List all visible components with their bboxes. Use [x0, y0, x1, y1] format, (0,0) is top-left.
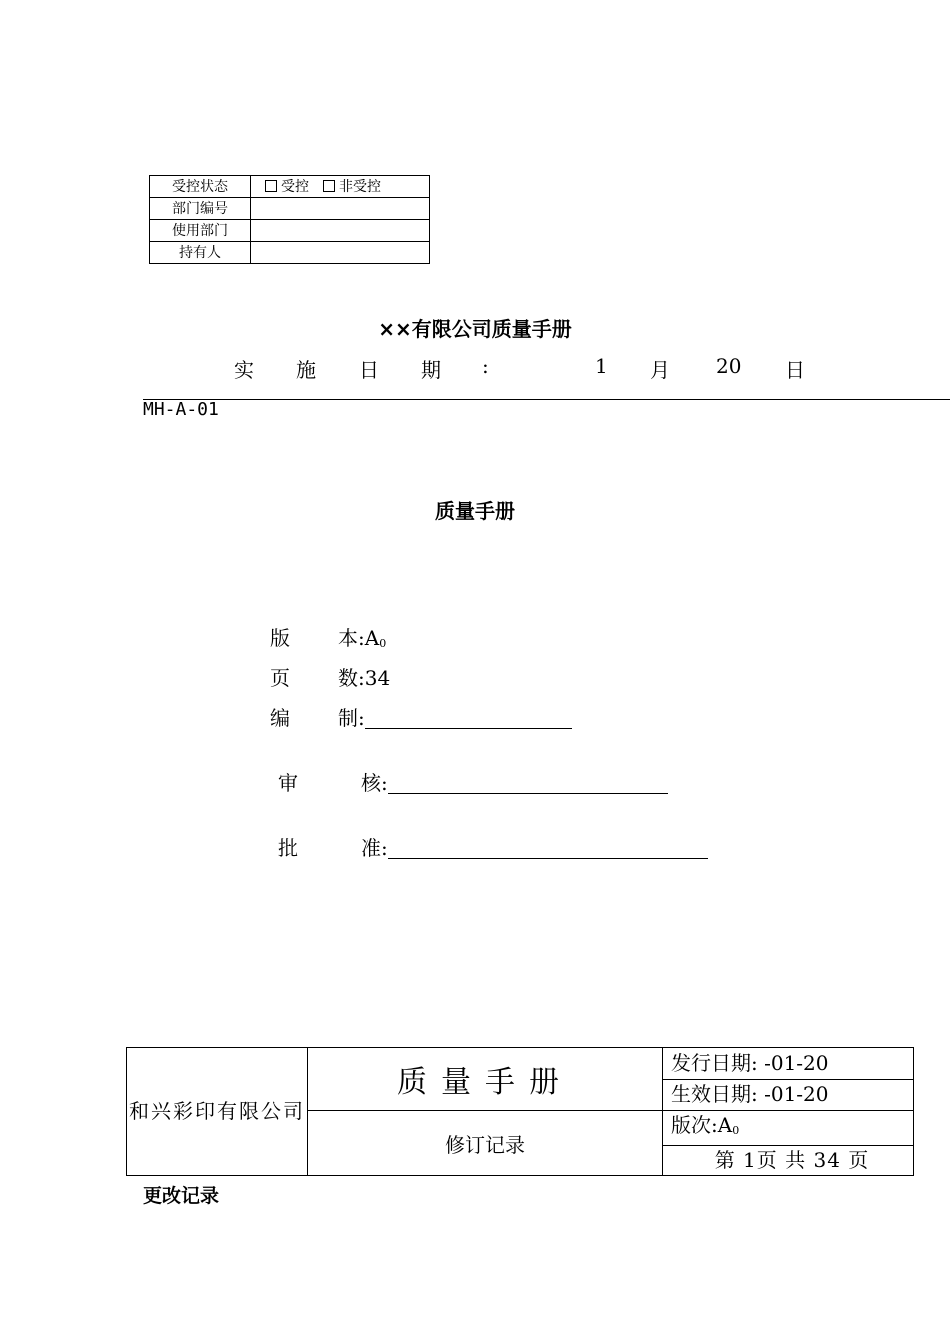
field-label: 数:: [338, 666, 365, 690]
date-char: 1: [595, 354, 608, 378]
date-char: :: [482, 354, 489, 378]
date-char: 月: [650, 358, 670, 382]
option-uncontrolled-label: 非受控: [339, 178, 381, 195]
pages-value: 34: [364, 666, 391, 690]
company-name: 和兴彩印有限公司: [127, 1048, 308, 1176]
holder-label: 持有人: [150, 242, 251, 264]
reviewed-field: [278, 767, 668, 796]
field-label: 批: [278, 836, 298, 860]
compiled-signature-line[interactable]: [365, 708, 572, 729]
date-char: 施: [296, 358, 316, 382]
table-row: [150, 220, 430, 242]
control-status-options: [251, 176, 430, 198]
user-dept-label: 使用部门: [150, 220, 251, 242]
dept-number-label: 部门编号: [150, 198, 251, 220]
reviewed-signature-line[interactable]: [388, 773, 668, 794]
field-label: 核:: [361, 771, 388, 795]
control-status-table: [149, 175, 430, 264]
section-name: 修订记录: [308, 1111, 663, 1176]
field-label: 制:: [338, 706, 365, 730]
checkbox-uncontrolled[interactable]: [323, 180, 335, 192]
effective-date: 生效日期: -01-20: [663, 1079, 914, 1111]
version-subscript: 0: [732, 1124, 740, 1137]
field-label: 审: [278, 771, 298, 795]
version-subscript: 0: [379, 637, 387, 650]
user-dept-value: [251, 220, 430, 242]
option-controlled-label: 受控: [281, 178, 309, 195]
compiled-field: [270, 702, 572, 731]
date-char: 20: [716, 354, 742, 378]
header-title: ××有限公司质量手册: [378, 317, 572, 341]
holder-value: [251, 242, 430, 264]
date-char: 日: [785, 358, 805, 382]
version-label: 版次:A: [671, 1113, 733, 1137]
implementation-date: [0, 354, 950, 382]
checkbox-controlled[interactable]: [265, 180, 277, 192]
approved-field: [278, 832, 708, 861]
version-value: A: [364, 626, 380, 650]
date-char: 日: [359, 358, 379, 382]
field-label: 准:: [361, 836, 388, 860]
table-row: [150, 198, 430, 220]
approved-signature-line[interactable]: [388, 838, 708, 859]
table-row: [150, 176, 430, 198]
manual-title: 质量手册: [308, 1048, 663, 1111]
table-row: [150, 242, 430, 264]
field-label: 本:: [338, 626, 365, 650]
page-title: 质量手册: [435, 499, 515, 523]
pages-field: [270, 662, 390, 691]
document-header-table: [126, 1047, 914, 1176]
changes-heading: 更改记录: [143, 1185, 220, 1207]
date-char: 实: [234, 358, 254, 382]
field-label: 版: [270, 626, 290, 650]
version-field: [270, 622, 386, 651]
version-cell: [663, 1111, 914, 1146]
issue-date: 发行日期: -01-20: [663, 1048, 914, 1080]
page-info: 第 1页 共 34 页: [663, 1146, 914, 1176]
document-number: MH-A-01: [143, 399, 219, 420]
control-status-label: 受控状态: [150, 176, 251, 198]
field-label: 编: [270, 706, 290, 730]
dept-number-value: [251, 198, 430, 220]
date-char: 期: [421, 358, 441, 382]
field-label: 页: [270, 666, 290, 690]
divider-line: [143, 399, 950, 400]
